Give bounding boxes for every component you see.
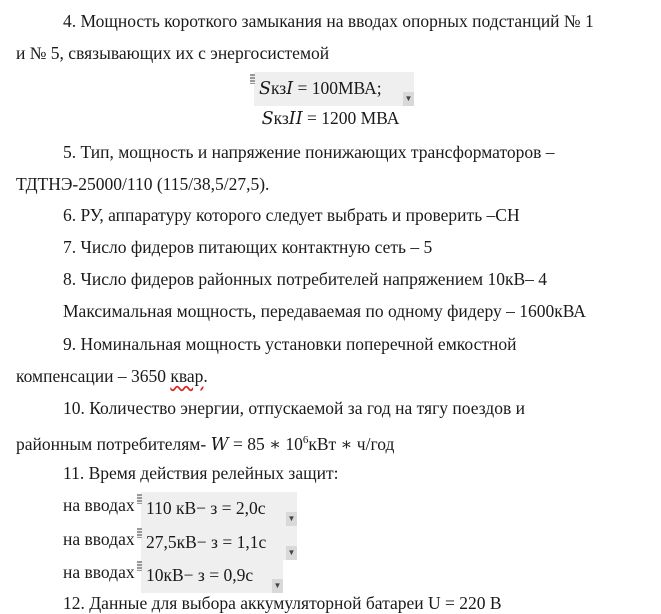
item-10-equation: = 85 ∗ 10 [232, 433, 303, 454]
equation-relay-110[interactable] [141, 492, 297, 526]
equation-relay-10[interactable] [141, 559, 283, 593]
dropdown-arrow-icon[interactable]: ▼ [286, 512, 297, 526]
drag-handle-icon[interactable] [250, 74, 255, 84]
relay-prefix: на вводах [63, 529, 135, 549]
item-5-line-1: 5. Тип, мощность и напряжение понижающих трансформаторов – [63, 142, 555, 162]
item-4-line-2: и № 5, связывающих их с энергосистемой [16, 43, 330, 63]
relay-prefix: на вводах [63, 495, 135, 515]
item-10-units: кВт ∗ ч/год [308, 433, 395, 454]
spellcheck-word[interactable]: квар [170, 366, 204, 386]
item-9-line-2 [16, 365, 208, 387]
equation-skz1-value: 100МВА; [311, 78, 382, 98]
drag-handle-icon[interactable] [137, 561, 142, 571]
item-9-text: компенсации – 3650 [16, 366, 171, 386]
relay-row-1 [63, 494, 135, 516]
item-8-line-2: Максимальная мощность, передаваемая по одному фидеру – 1600кВА [63, 301, 586, 321]
drag-handle-icon[interactable] [137, 528, 142, 538]
item-5-line-2: ТДТНЭ-25000/110 (115/38,5/27,5). [16, 174, 270, 194]
item-9-period: . [203, 366, 208, 386]
item-9-line-1: 9. Номинальная мощность установки поперечной емкостной [63, 334, 517, 354]
item-12: 12. Данные для выбора аккумуляторной батареи U = 220 В [63, 593, 502, 613]
item-11: 11. Время действия релейных защит: [63, 463, 339, 483]
item-10-text: районным потребителям- [16, 433, 207, 454]
item-10-line-1: 10. Количество энергии, отпускаемой за год на тягу поездов и [63, 398, 525, 418]
item-8-line-1: 8. Число фидеров районных потребителей напряжением 10кВ– 4 [63, 269, 548, 289]
equation-skz2: SкзII = 1200 МВА [261, 108, 400, 129]
item-10-line-2: районным потребителям- W = 85 ∗ $10^6кВт$ ∗ ч/год [16, 433, 395, 455]
relay-110-value: 110 кВ− з = 2,0с [146, 498, 266, 518]
equation-skz2-value: = 1200 МВА [307, 108, 400, 128]
equation-skz1[interactable]: SкзI = 100МВА; ▼ [254, 72, 414, 106]
relay-row-2 [63, 528, 135, 550]
dropdown-arrow-icon[interactable]: ▼ [272, 579, 283, 593]
relay-prefix: на вводах [63, 562, 135, 582]
equation-relay-27[interactable] [141, 526, 297, 560]
dropdown-arrow-icon[interactable]: ▼ [286, 546, 297, 560]
item-7: 7. Число фидеров питающих контактную сеть – 5 [63, 237, 433, 257]
relay-10-value: 10кВ− з = 0,9с [146, 565, 254, 585]
relay-row-3 [63, 561, 135, 583]
item-6: 6. РУ, аппаратуру которого следует выбрать и проверить –СН [63, 205, 520, 225]
relay-27-value: 27,5кВ− з = 1,1с [146, 532, 267, 552]
item-4-line-1: 4. Мощность короткого замыкания на вводах опорных подстанций № 1 [63, 11, 594, 31]
dropdown-arrow-icon[interactable]: ▼ [403, 92, 414, 106]
drag-handle-icon[interactable] [137, 494, 142, 504]
